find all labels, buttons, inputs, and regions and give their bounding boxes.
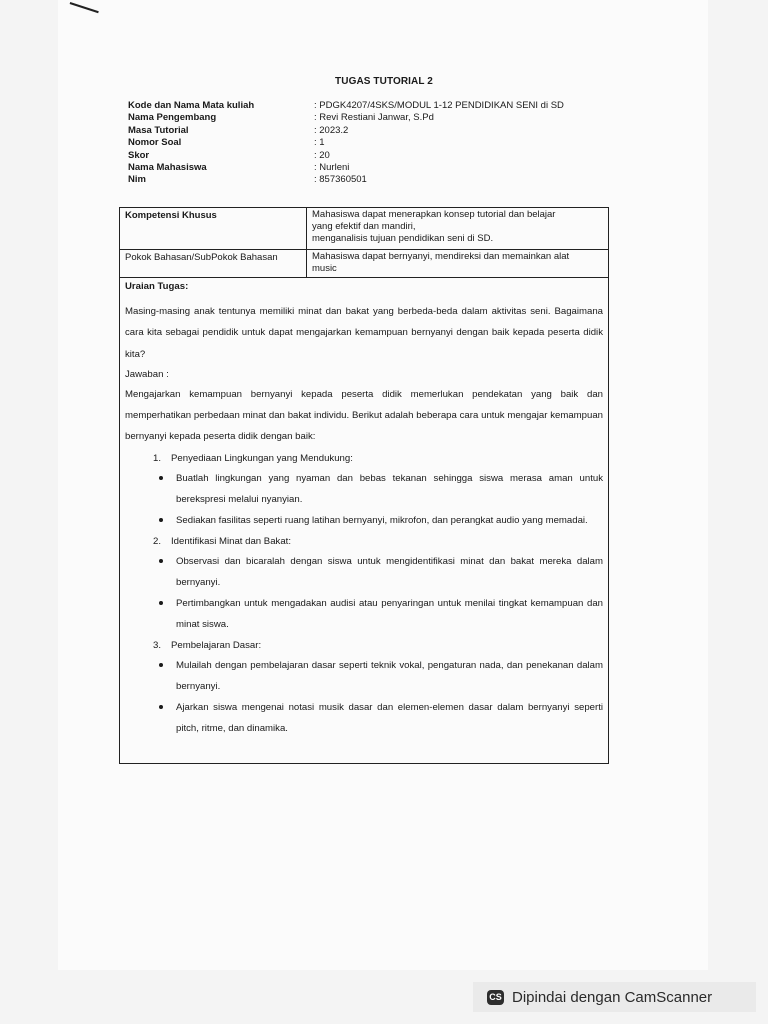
info-label: Masa Tutorial [128,124,189,136]
bullet-dot-icon [159,705,163,709]
info-label: Skor [128,149,150,161]
info-label: Kode dan Nama Mata kuliah [128,100,255,111]
camscanner-logo-icon: CS [487,990,504,1005]
uraian-tugas-label: Uraian Tugas: [125,281,189,292]
bullet-dot-icon [159,476,163,480]
info-row-skor [128,150,628,162]
info-label: Nomor Soal [128,137,182,149]
section-heading [125,636,603,655]
uraian-tugas-body [120,278,608,739]
pokok-bahasan-line: Mahasiswa dapat bernyanyi, mendireksi dan memainkan alat [312,251,570,262]
bullet-text: Observasi dan bicaralah dengan siswa untuk mengidentifikasi minat dan bakat mereka dalam bernyanyi. [176,555,603,588]
kompetensi-row [120,208,608,250]
answer-intro: Mengajarkan kemampuan bernyanyi kepada peserta didik memerlukan pendekatan yang baik dan memperhatikan perbedaan minat dan bakat individu. Berikut adalah beberapa cara untuk mengajar kemampuan bernyanyi kepada peserta didik dengan baik: [125,388,603,443]
section-title: Penyediaan Lingkungan yang Mendukung: [171,452,353,464]
info-label: Nama Pengembang [128,112,217,124]
info-label: Nim [128,174,146,186]
info-value: : 20 [314,149,330,161]
bullet-dot-icon [159,663,163,667]
info-value: : PDGK4207/4SKS/MODUL 1-12 PENDIDIKAN SENI di SD [314,100,564,111]
info-row-pengembang [128,112,628,124]
info-row-nim [128,174,628,186]
bullet-text: Buatlah lingkungan yang nyaman dan bebas tekanan sehingga siswa merasa aman untuk berekspresi melalui nyanyian. [176,472,603,505]
info-value: : 857360501 [314,174,367,186]
kompetensi-line: Mahasiswa dapat menerapkan konsep tutorial dan belajar [312,209,556,220]
kompetensi-value [307,208,608,249]
answer-label: Jawaban : [125,368,169,380]
bullet-item [125,510,603,531]
question-text: Masing-masing anak tentunya memiliki minat dan bakat yang berbeda-beda dalam aktivitas seni. Bagaimana cara kita sebagai pendidik untuk dapat mengajarkan kemampuan bernyanyi dengan baik kepada peserta didik kita? [125,306,603,360]
bullet-dot-icon [159,559,163,563]
kompetensi-line: yang efektif dan mandiri, [312,221,416,232]
info-value: : Revi Restiani Janwar, S.Pd [314,112,434,124]
task-table [119,207,609,764]
info-row-mata-kuliah [128,100,628,112]
section-heading [125,449,603,468]
info-value: : 2023.2 [314,124,349,136]
bullet-item [125,655,603,697]
pokok-bahasan-label: Pokok Bahasan/SubPokok Bahasan [120,250,307,277]
info-row-nama-mahasiswa [128,162,628,174]
info-row-nomor-soal [128,137,628,149]
section-number: 1. [153,452,162,464]
bullet-text: Pertimbangkan untuk mengadakan audisi atau penyaringan untuk menilai tingkat kemampuan dan minat siswa. [176,597,603,630]
camscanner-label: Dipindai dengan CamScanner [512,988,713,1006]
bullet-text: Ajarkan siswa mengenai notasi musik dasar dan elemen-elemen dasar dalam bernyanyi seperti pitch, ritme, dan dinamika. [176,701,603,734]
info-value: : 1 [314,137,325,149]
section-number: 3. [153,639,162,651]
pokok-bahasan-row [120,250,608,278]
kompetensi-label: Kompetensi Khusus [120,208,307,249]
bullet-dot-icon [159,601,163,605]
section-heading [125,532,603,551]
bullet-item [125,551,603,593]
section-title: Pembelajaran Dasar: [171,639,262,651]
section-title: Identifikasi Minat dan Bakat: [171,535,291,547]
bullet-item [125,468,603,510]
bullet-text: Mulailah dengan pembelajaran dasar seperti teknik vokal, pengaturan nada, dan penekanan dalam bernyanyi. [176,659,603,692]
pokok-bahasan-value [307,250,608,277]
info-block [128,100,628,187]
info-row-masa-tutorial [128,125,628,137]
kompetensi-line: menganalisis tujuan pendidikan seni di SD. [312,233,494,244]
bullet-text: Sediakan fasilitas seperti ruang latihan bernyanyi, mikrofon, dan perangkat audio yang memadai. [176,514,588,526]
section-number: 2. [153,535,162,547]
pokok-bahasan-line: music [312,263,337,274]
bullet-item [125,697,603,739]
info-label: Nama Mahasiswa [128,162,207,174]
camscanner-badge [473,982,756,1012]
document-title: TUGAS TUTORIAL 2 [335,76,433,87]
info-value: : Nurleni [314,162,350,174]
bullet-item [125,593,603,635]
bullet-dot-icon [159,518,163,522]
